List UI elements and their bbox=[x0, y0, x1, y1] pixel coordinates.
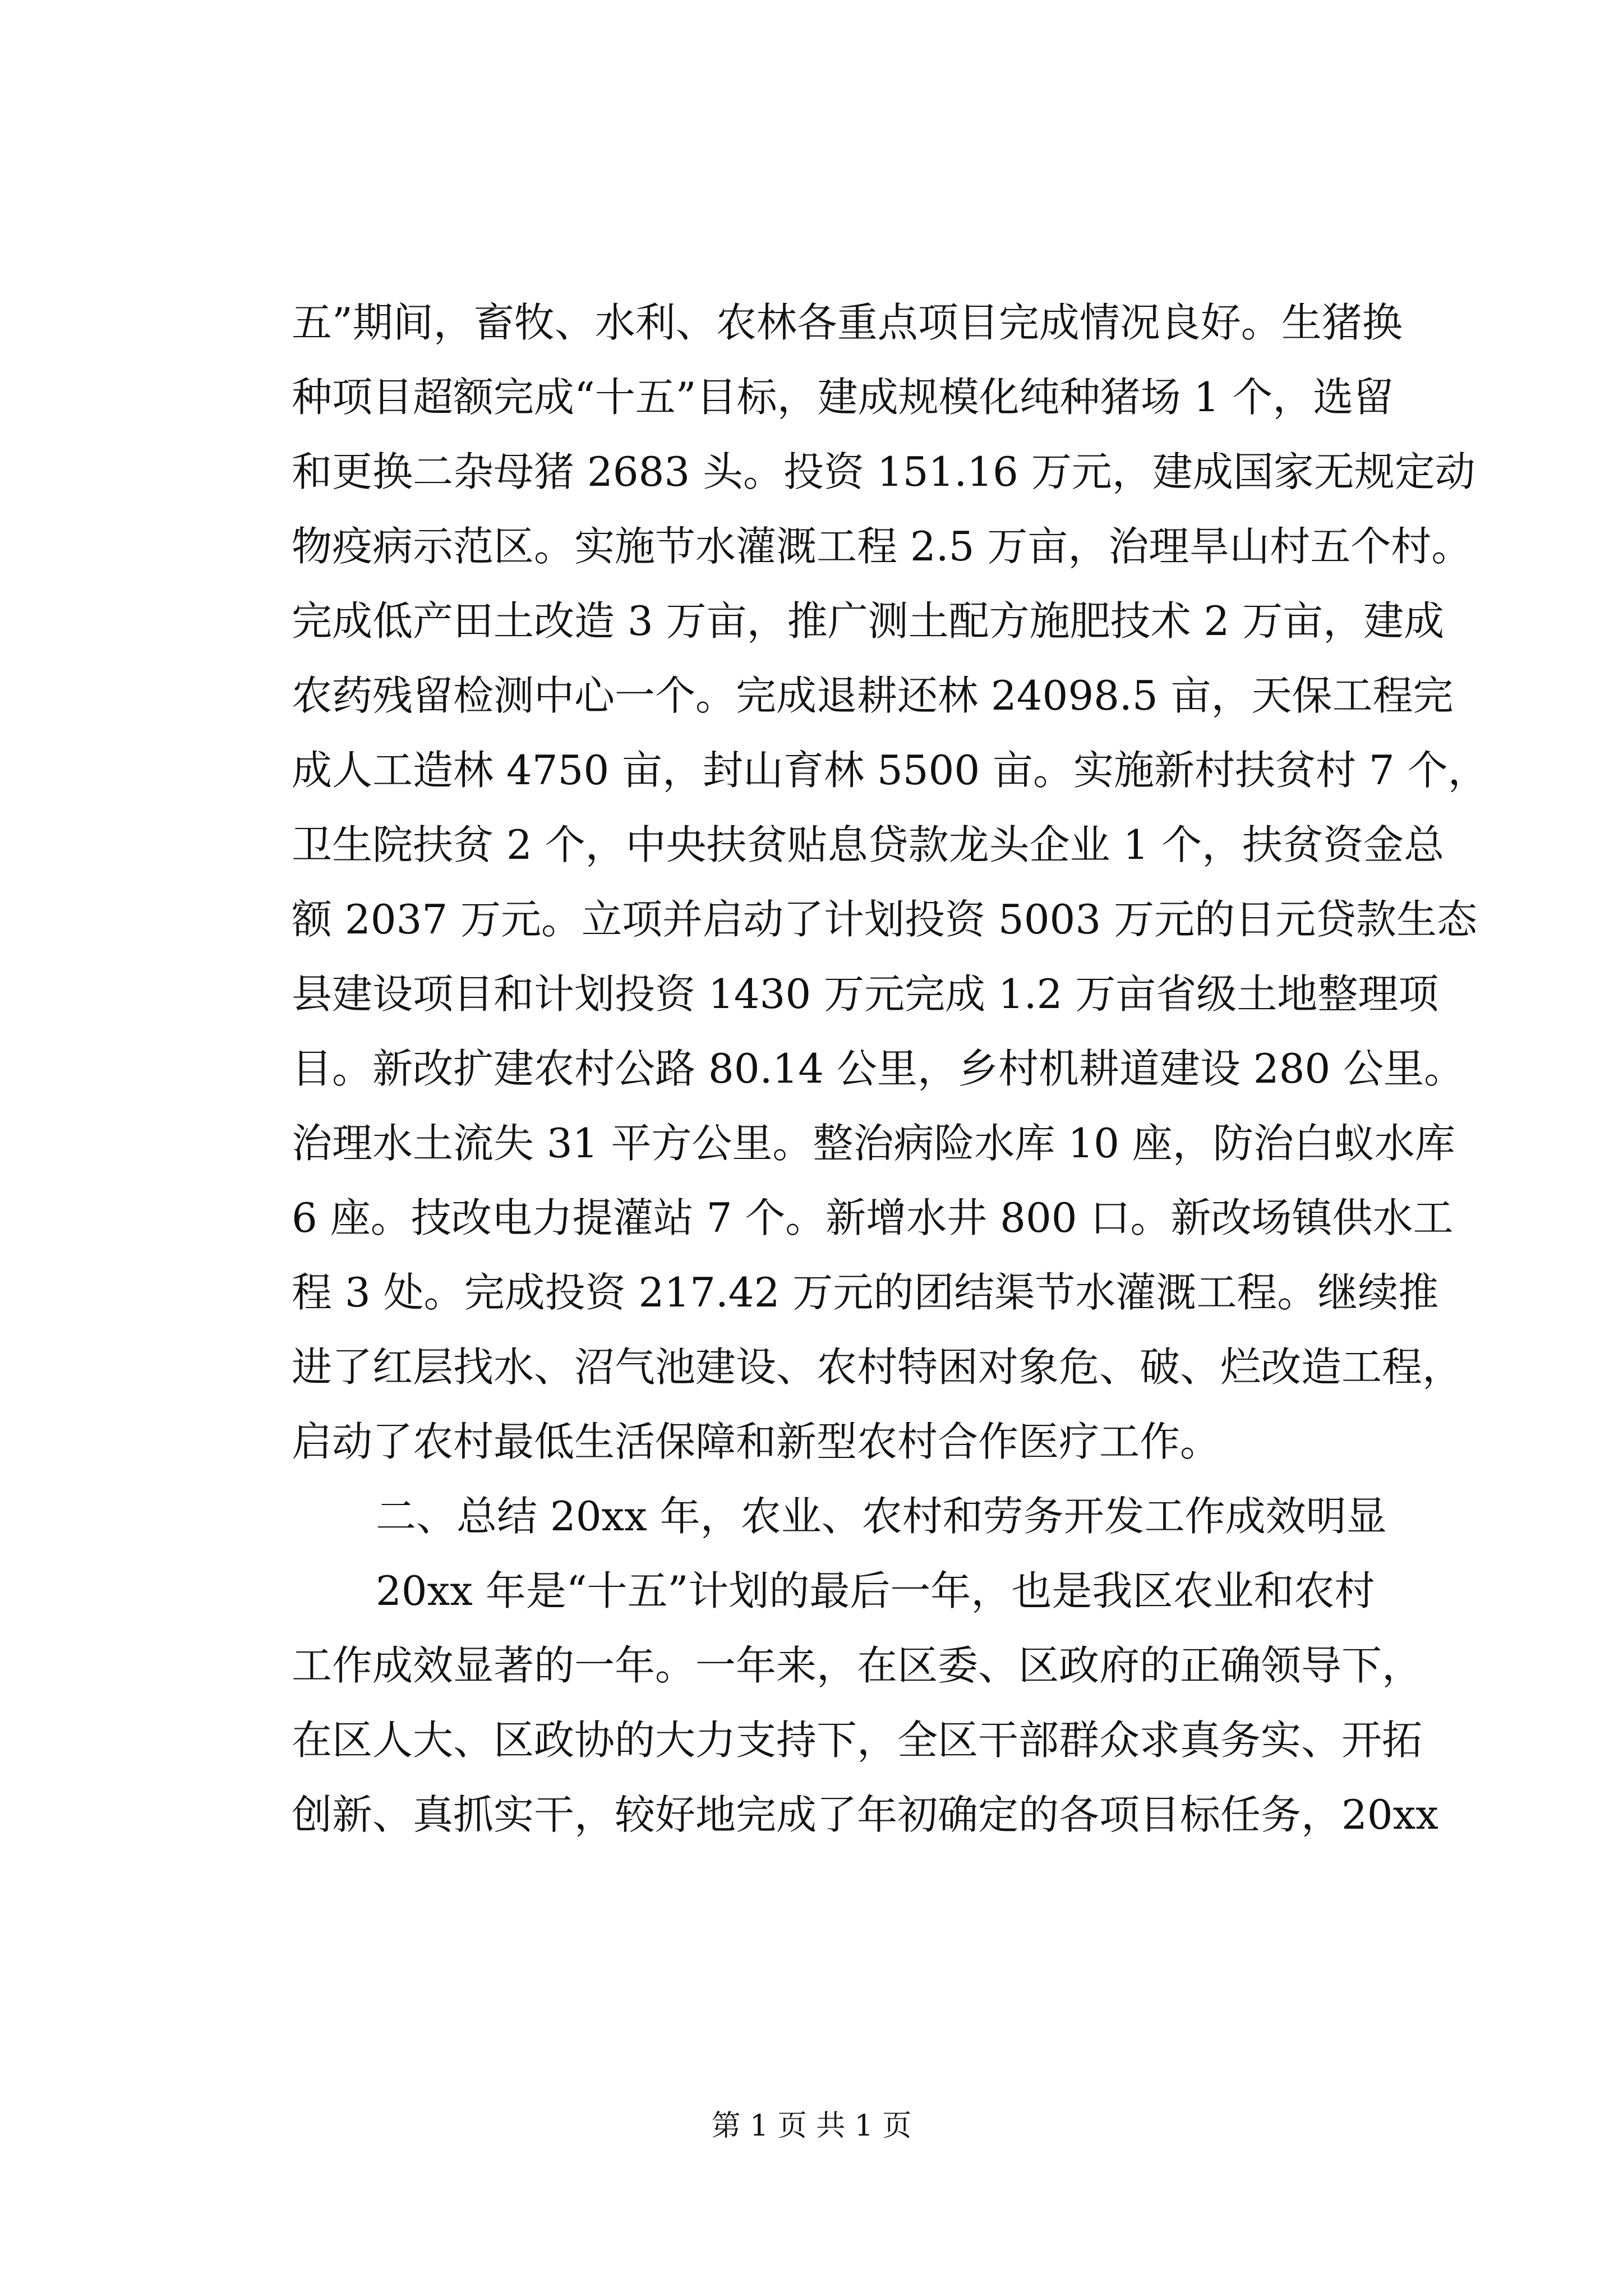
text-line: 治理水土流失 31 平方公里。整治病险水库 10 座，防治白蚁水库 bbox=[292, 1120, 1455, 1167]
text-line: 额 2037 万元。立项并启动了计划投资 5003 万元的日元贷款生态 bbox=[292, 896, 1478, 943]
text-line: 物疫病示范区。实施节水灌溉工程 2.5 万亩，治理旱山村五个村。 bbox=[292, 523, 1472, 570]
text-line: 和更换二杂母猪 2683 头。投资 151.16 万元，建成国家无规定动 bbox=[292, 448, 1476, 495]
text-line: 工作成效显著的一年。一年来，在区委、区政府的正确领导下， bbox=[292, 1642, 1423, 1689]
text-line: 程 3 处。完成投资 217.42 万元的团结渠节水灌溉工程。继续推 bbox=[292, 1269, 1439, 1316]
text-line: 进了红层找水、沼气池建设、农村特困对象危、破、烂改造工程， bbox=[292, 1343, 1463, 1391]
section-heading: 二、总结 20xx 年，农业、农村和劳务开发工作成效明显 bbox=[376, 1493, 1387, 1540]
text-line: 五”期间，畜牧、水利、农林各重点项目完成情况良好。生猪换 bbox=[292, 299, 1403, 346]
text-line: 20xx 年是“十五”计划的最后一年，也是我区农业和农村 bbox=[376, 1567, 1375, 1614]
text-line: 种项目超额完成“十五”目标，建成规模化纯种猪场 1 个，选留 bbox=[292, 374, 1394, 421]
text-line: 目。新改扩建农村公路 80.14 公里，乡村机耕道建设 280 公里。 bbox=[292, 1045, 1465, 1092]
text-line: 县建设项目和计划投资 1430 万元完成 1.2 万亩省级土地整理项 bbox=[292, 970, 1439, 1018]
text-line: 农药残留检测中心一个。完成退耕还林 24098.5 亩，天保工程完 bbox=[292, 672, 1454, 719]
page-footer: 第 1 页 共 1 页 bbox=[711, 2109, 912, 2143]
text-line: 6 座。技改电力提灌站 7 个。新增水井 800 口。新改场镇供水工 bbox=[292, 1194, 1454, 1241]
text-line: 完成低产田土改造 3 万亩，推广测土配方施肥技术 2 万亩，建成 bbox=[292, 597, 1445, 645]
text-line: 卫生院扶贫 2 个，中央扶贫贴息贷款龙头企业 1 个，扶贫资金总 bbox=[292, 821, 1445, 868]
text-line: 创新、真抓实干，较好地完成了年初确定的各项目标任务，20xx bbox=[292, 1791, 1438, 1838]
text-line: 成人工造林 4750 亩，封山育林 5500 亩。实施新村扶贫村 7 个， bbox=[292, 747, 1488, 794]
text-line: 启动了农村最低生活保障和新型农村合作医疗工作。 bbox=[292, 1418, 1221, 1465]
text-line: 在区人大、区政协的大力支持下，全区干部群众求真务实、开拓 bbox=[292, 1717, 1423, 1764]
